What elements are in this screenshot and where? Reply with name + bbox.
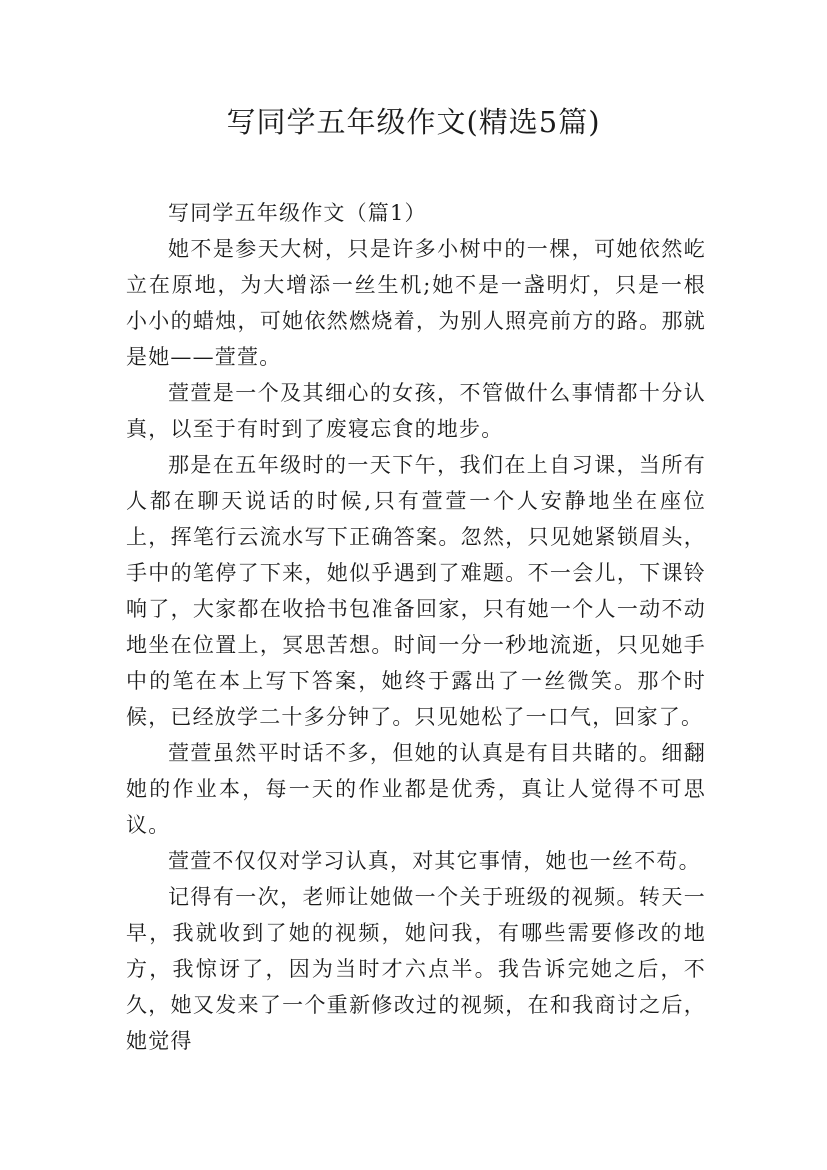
paragraph: 萱萱虽然平时话不多，但她的认真是有目共睹的。细翻她的作业本，每一天的作业都是优秀，真让人觉得不可思议。 <box>126 741 706 837</box>
document-title: 写同学五年级作文(精选5篇) <box>226 105 601 139</box>
paragraph: 那是在五年级时的一天下午，我们在上自习课，当所有人都在聊天说话的时候,只有萱萱一个人安静地坐在座位上，挥笔行云流水写下正确答案。忽然，只见她紧锁眉头，手中的笔停了下来，她似乎遇到了难题。不一会儿，下课铃响了，大家都在收拾书包准备回家，只有她一个人一动不动地坐在位置上，冥思苦想。时间一分一秒地流逝，只见她手中的笔在本上写下答案，她终于露出了一丝微笑。那个时候，已经放学二十多分钟了。只见她松了一口气，回家了。 <box>126 453 706 729</box>
paragraph: 她不是参天大树，只是许多小树中的一棵，可她依然屹立在原地，为大增添一丝生机;她不是一盏明灯，只是一根小小的蜡烛，可她依然燃烧着，为别人照亮前方的路。那就是她——萱萱。 <box>126 237 706 369</box>
document-body <box>126 195 706 1059</box>
paragraph: 记得有一次，老师让她做一个关于班级的视频。转天一早，我就收到了她的视频，她问我，有哪些需要修改的地方，我惊讶了，因为当时才六点半。我告诉完她之后，不久，她又发来了一个重新修改过的视频，在和我商讨之后，她觉得 <box>126 885 706 1053</box>
section-heading: 写同学五年级作文（篇1） <box>168 201 427 225</box>
paragraph: 萱萱是一个及其细心的女孩，不管做什么事情都十分认真，以至于有时到了废寝忘食的地步。 <box>126 381 706 441</box>
paragraph: 萱萱不仅仅对学习认真，对其它事情，她也一丝不苟。 <box>168 849 701 873</box>
